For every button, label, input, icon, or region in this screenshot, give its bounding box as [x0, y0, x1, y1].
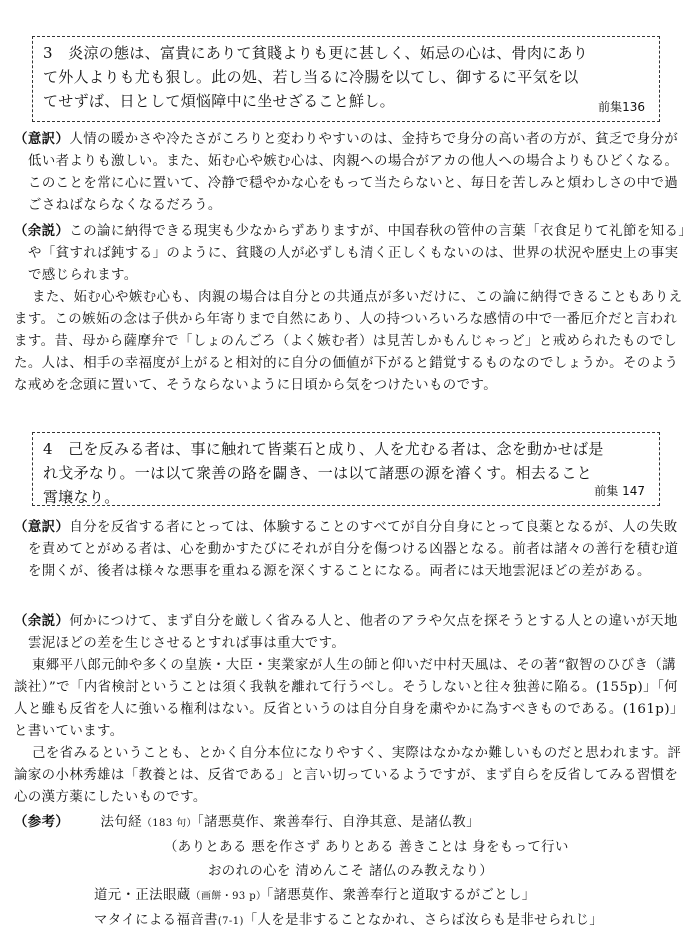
- paragraph-text: 何かにつけて、まず自分を厳しく省みる人と、他者のアラや欠点を探そうとする人との違いが天地雲泥ほどの差を生じさせるとすれば事は重大です。: [28, 614, 678, 651]
- paraphrase-paragraph: [14, 128, 686, 217]
- reference-translation-line: （ありとある 悪を作さず ありとある 善きことは 身をもって行い: [164, 840, 569, 855]
- reference-quote: 「諸悪莫作、衆善奉行と道取するがごとし」: [266, 888, 536, 903]
- commentary-paragraph: 東郷平八郎元帥や多くの皇族・大臣・実業家が人生の師と仰いだ中村天風は、その著“叡智のひびき（講談社）”で「内省検討ということは須く我執を離れて行うべし。そうしないと往々独善に陥る。(155p)」「何人と雖も反省を人に強いる権利はない。反省というのは自分自身を粛やかに為すべきものである。(161p)」と書いています。: [14, 658, 684, 739]
- reference-source: マタイによる福音書: [94, 913, 218, 928]
- reference-line: [14, 884, 686, 909]
- section-tag: （余説）: [14, 223, 70, 239]
- paraphrase-section-2: [14, 516, 686, 583]
- quote-line: 霄壌なり。: [43, 488, 120, 506]
- reference-quote: 「諸悪莫作、衆善奉行、自浄其意、是諸仏教」: [196, 815, 480, 830]
- paraphrase-section-1: [14, 128, 686, 217]
- commentary-paragraph: 己を省みるということも、とかく自分本位になりやすく、実際はなかなか難しいものだと思われます。評論家の小林秀雄は「教養とは、反省である」と言い切っているようですが、まず自らを反省してみる習慣を心の漢方薬にしたいものです。: [14, 746, 682, 805]
- reference-source: 法句経: [100, 815, 142, 830]
- quote-box-4: [32, 432, 660, 506]
- reference-section: [14, 810, 686, 934]
- reference-line: [14, 909, 686, 934]
- section-tag: （意訳）: [14, 131, 70, 147]
- paragraph-text: この論に納得できる現実も少なからずありますが、中国春秋の管仲の言葉「衣食足りて礼節を知る」や「貧すれば鈍する」のように、貧賤の人が必ずしも清く正しくもないのは、世界の状況や歴史上の事実で感じられます。: [28, 224, 686, 283]
- reference-note: （画餅・93 p）: [190, 891, 267, 902]
- reference-note: （183 句）: [141, 818, 197, 829]
- paragraph-text: 自分を反省する者にとっては、体験することのすべてが自分自身にとって良薬となるが、人の失敗を責めてとがめる者は、心を動かすたびにそれが自分を傷つける凶器となる。前者は諸々の善行を積む道を開くが、後者は様々な悪事を重ねる源を深くすることになる。両者には天地雲泥ほどの差がある。: [28, 520, 679, 579]
- quote-source: 前集 147: [594, 484, 645, 498]
- section-tag: （余説）: [14, 613, 70, 629]
- section-tag: （意訳）: [14, 519, 70, 535]
- reference-translation-line: おのれの心を 清めんこそ 諸仏のみ教えなり）: [208, 864, 494, 879]
- reference-source: 道元・正法眼蔵: [94, 888, 191, 903]
- quote-line: れ戈矛なり。一は以て衆善の路を闢き、一は以て諸悪の源を濬くす。相去ること: [43, 464, 593, 482]
- commentary-section-2: [14, 610, 686, 809]
- quote-source: 前集136: [598, 100, 645, 114]
- quote-line: 3 炎涼の態は、富貴にありて貧賤よりも更に甚しく、妬忌の心は、骨肉にあり: [43, 44, 589, 62]
- quote-line: 4 己を反みる者は、事に触れて皆薬石と成り、人を尤むる者は、念を動かせば是: [43, 440, 604, 458]
- reference-note: (7-1): [217, 916, 244, 927]
- commentary-paragraph: また、妬む心や嫉む心も、肉親の場合は自分との共通点が多いだけに、この論に納得できることもありえます。この嫉妬の念は子供から年寄りまで自然にあり、人の持ついろいろな感情の中で一番厄介だと言われます。昔、母から薩摩弁で「しょのんごろ（よく嫉む者）は見苦しかもんじゃっど」と戒められたものでした。人は、相手の幸福度が上がると相対的に自分の価値が下がると錯覚するものなのでしょうか。そのような戒めを念頭に置いて、そうならないように日頃から気をつけたいものです。: [14, 290, 683, 393]
- quote-box-3: [32, 36, 660, 122]
- commentary-section-1: [14, 220, 686, 397]
- commentary-paragraph: [14, 220, 686, 287]
- reference-line: [14, 810, 686, 836]
- section-tag: （参考）: [14, 814, 70, 830]
- quote-line: て外人よりも尤も狠し。此の処、若し当るに冷腸を以てし、御するに平気を以: [43, 68, 579, 86]
- reference-quote: 「人を是非することなかれ、さらば汝らも是非せられじ」: [243, 913, 604, 928]
- commentary-paragraph: [14, 610, 686, 655]
- quote-line: てせずば、日として煩悩障中に坐せざること鮮し。: [43, 92, 395, 110]
- paragraph-text: 人情の暖かさや冷たさがころりと変わりやすいのは、金持ちで身分の高い者の方が、貧乏で身分が低い者よりも激しい。また、妬む心や嫉む心は、肉親への場合がアカの他人への場合よりもひどくなる。このことを常に心に置いて、冷静で穏やかな心をもって当たらないと、毎日を苦しみと煩わしさの中で過ごさねばならなくなるだろう。: [28, 132, 679, 213]
- paraphrase-paragraph: [14, 516, 686, 583]
